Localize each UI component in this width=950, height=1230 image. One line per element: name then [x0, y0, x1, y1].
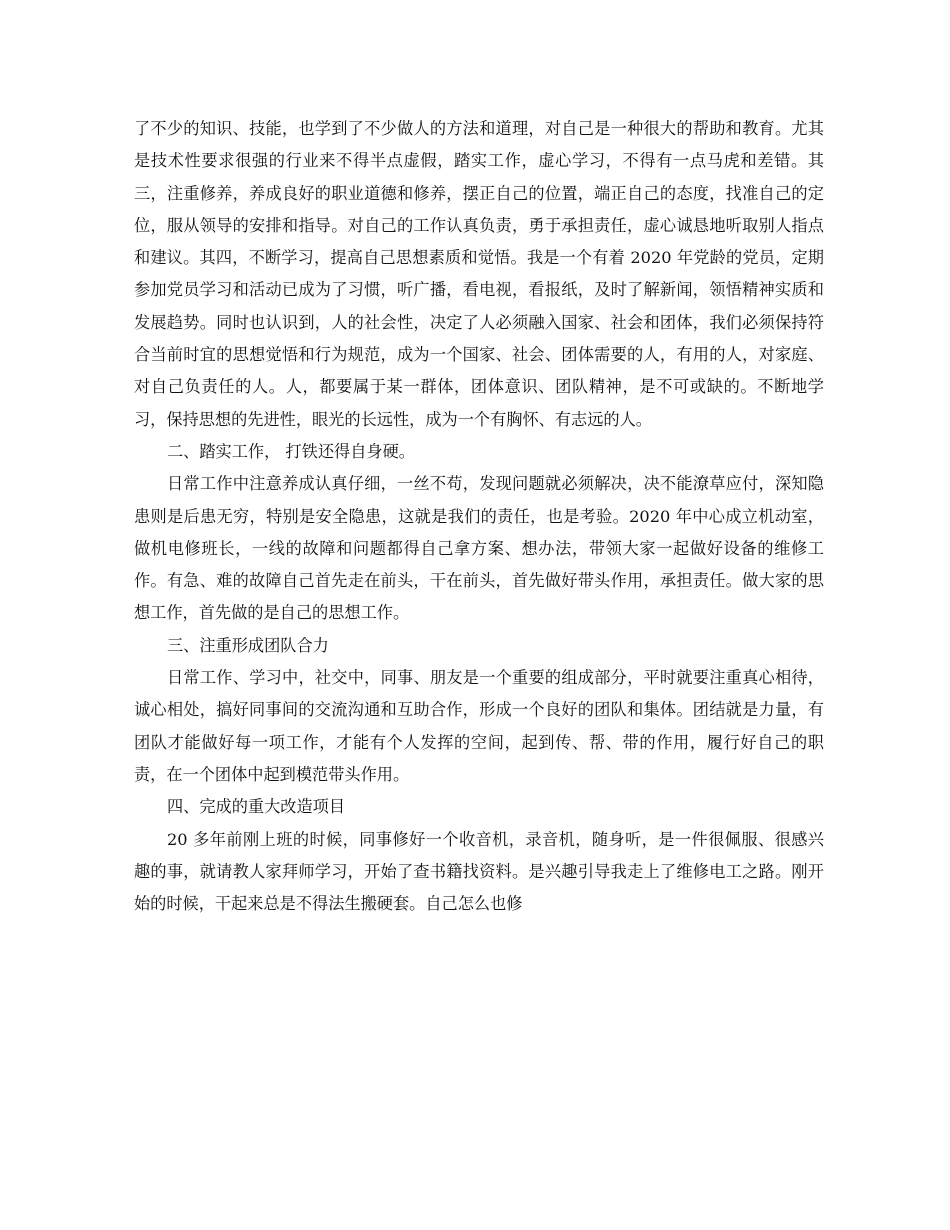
section-heading-2: 二、踏实工作， 打铁还得自身硬。	[167, 441, 415, 461]
document-body	[134, 113, 824, 920]
paragraph-section-3: 日常工作、学习中，社交中，同事、朋友是一个重要的组成部分，平时就要注重真心相待，诚心相处，搞好同事间的交流沟通和互助合作，形成一个良好的团队和集体。团结就是力量，有团队才能做好每一项工作，才能有个人发挥的空间，起到传、帮、带的作用，履行好自己的职责，在一个团体中起到模范带头作用。	[134, 668, 824, 784]
paragraph-section-4: 20 多年前刚上班的时候，同事修好一个收音机，录音机，随身听，是一件很佩服、很感兴趣的事，就请教人家拜师学习，开始了查书籍找资料。是兴趣引导我走上了维修电工之路。刚开始的时候，干起来总是不得法生搬硬套。自己怎么也修	[134, 829, 824, 914]
section-heading-4: 四、完成的重大改造项目	[167, 797, 346, 817]
section-heading-3: 三、注重形成团队合力	[167, 635, 329, 655]
paragraph-continuation: 了不少的知识、技能，也学到了不少做人的方法和道理，对自己是一种很大的帮助和教育。尤其是技术性要求很强的行业来不得半点虚假，踏实工作，虚心学习，不得有一点马虎和差错。其三，注重修养，养成良好的职业道德和修养，摆正自己的位置，端正自己的态度，找准自己的定位，服从领导的安排和指导。对自己的工作认真负责，勇于承担责任，虚心诚恳地听取别人指点和建议。其四，不断学习，提高自己思想素质和觉悟。我是一个有着 2020 年党龄的党员，定期参加党员学习和活动已成为了习惯，听广播，看电视，看报纸，及时了解新闻，领悟精神实质和发展趋势。同时也认识到，人的社会性，决定了人必须融入国家、社会和团体，我们必须保持符合当前时宜的思想觉悟和行为规范，成为一个国家、社会、团体需要的人，有用的人，对家庭、对自己负责任的人。人，都要属于某一群体，团体意识、团队精神，是不可或缺的。不断地学习，保持思想的先进性，眼光的长远性，成为一个有胸怀、有志远的人。	[134, 119, 824, 429]
paragraph-section-2: 日常工作中注意养成认真仔细，一丝不苟，发现问题就必须解决，决不能潦草应付，深知隐患则是后患无穷，特别是安全隐患，这就是我们的责任，也是考验。2020 年中心成立机动室，做机电修班长，一线的故障和问题都得自己拿方案、想办法，带领大家一起做好设备的维修工作。有急、难的故障自己首先走在前头，干在前头，首先做好带头作用，承担责任。做大家的思想工作，首先做的是自己的思想工作。	[134, 474, 824, 623]
